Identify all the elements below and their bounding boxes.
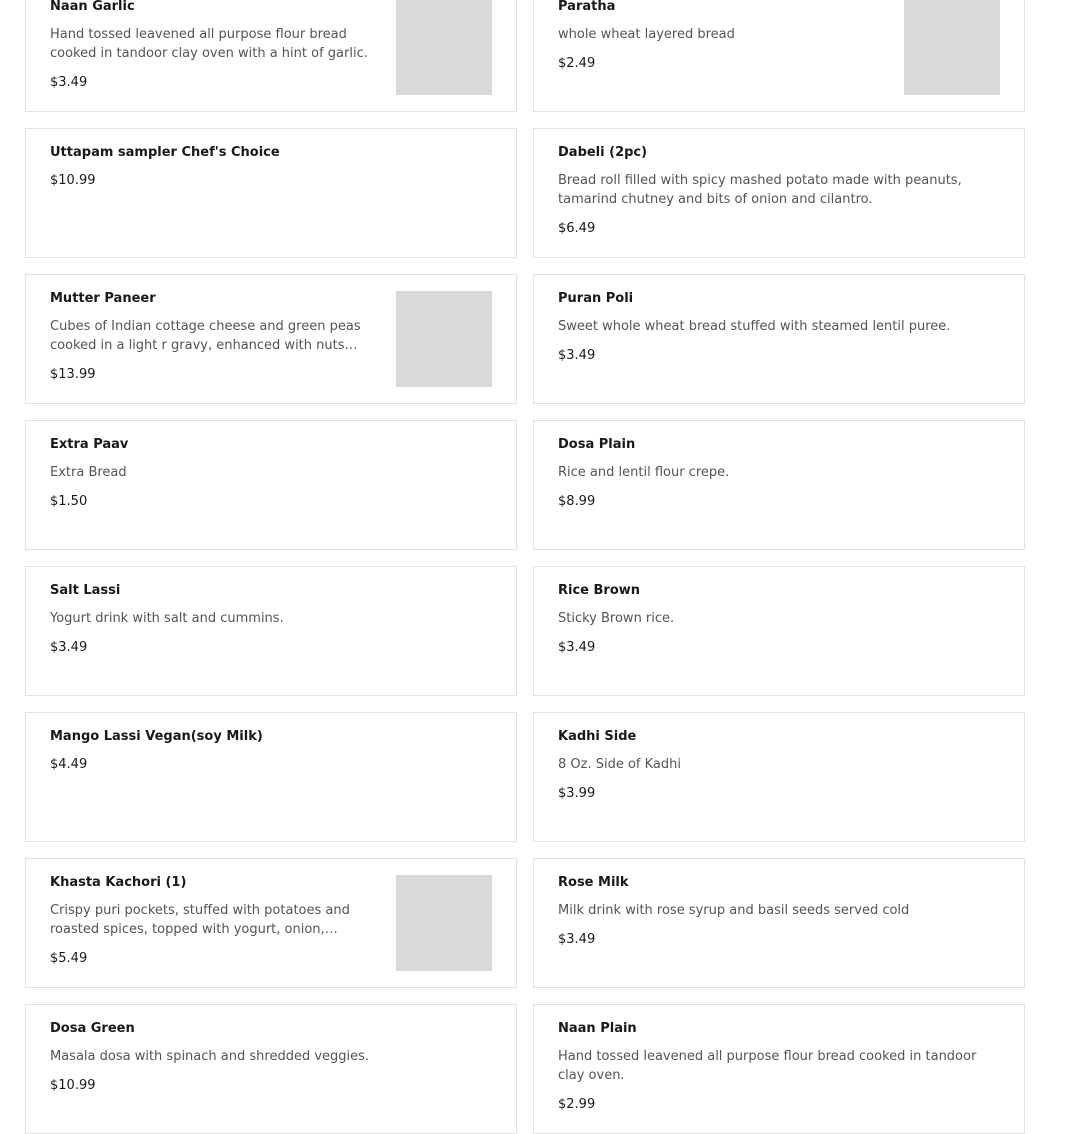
menu-item-description: Sweet whole wheat bread stuffed with steamed lentil puree. — [558, 319, 951, 334]
menu-item-image — [396, 875, 492, 971]
menu-item-description: whole wheat layered bread — [558, 27, 735, 42]
menu-item-card[interactable] — [533, 128, 1025, 258]
menu-item-name: Kadhi Side — [558, 729, 637, 744]
menu-item-price: $13.99 — [50, 367, 96, 382]
menu-item-card[interactable] — [25, 566, 517, 696]
menu-item-name: Dabeli (2pc) — [558, 145, 648, 160]
menu-item-name: Dosa Plain — [558, 437, 636, 452]
menu-item-card[interactable] — [25, 128, 517, 258]
menu-item-text — [558, 727, 1000, 804]
menu-item-text — [50, 0, 376, 93]
menu-item-description: Yogurt drink with salt and cummins. — [50, 611, 284, 626]
menu-item-name: Salt Lassi — [50, 583, 121, 598]
menu-item-name: Rice Brown — [558, 583, 641, 598]
menu-item-price: $3.49 — [558, 932, 596, 947]
menu-item-name: Mango Lassi Vegan(soy Milk) — [50, 729, 263, 744]
menu-item-name: Naan Garlic — [50, 0, 135, 14]
menu-item-name: Uttapam sampler Chef's Choice — [50, 145, 280, 160]
menu-item-price: $8.99 — [558, 494, 596, 509]
menu-item-text — [558, 289, 1000, 366]
menu-item-text — [50, 873, 376, 969]
menu-item-card[interactable] — [25, 858, 517, 988]
menu-item-name: Naan Plain — [558, 1021, 637, 1036]
menu-item-name: Puran Poli — [558, 291, 634, 306]
menu-item-price: $3.49 — [50, 640, 88, 655]
menu-item-card[interactable] — [533, 420, 1025, 550]
menu-item-text — [50, 727, 492, 775]
menu-item-price: $10.99 — [50, 1078, 96, 1093]
menu-item-description: Hand tossed leavened all purpose flour bread cooked in tandoor clay oven. — [558, 1049, 977, 1083]
menu-item-name: Dosa Green — [50, 1021, 135, 1036]
menu-item-description: Crispy puri pockets, stuffed with potatoes and roasted spices, topped with yogurt, onion, — [50, 903, 350, 937]
menu-item-price: $10.99 — [50, 173, 96, 188]
menu-item-description: Rice and lentil flour crepe. — [558, 465, 730, 480]
menu-item-card[interactable] — [25, 420, 517, 550]
menu-item-name: Paratha — [558, 0, 616, 14]
menu-item-description: Extra Bread — [50, 465, 127, 480]
menu-item-card[interactable] — [533, 858, 1025, 988]
menu-item-text — [558, 1019, 1000, 1115]
menu-item-card[interactable] — [533, 274, 1025, 404]
menu-item-price: $3.49 — [50, 75, 88, 90]
menu-item-price: $3.99 — [558, 786, 596, 801]
menu-item-description: Hand tossed leavened all purpose flour bread cooked in tandoor clay oven with a hint of garlic. — [50, 27, 368, 61]
menu-item-description: Bread roll filled with spicy mashed potato made with peanuts, tamarind chutney and bits of onion and cilantro. — [558, 173, 962, 207]
menu-item-text — [50, 1019, 492, 1096]
menu-item-text — [50, 289, 376, 385]
menu-item-text — [558, 873, 1000, 950]
menu-item-text — [558, 435, 1000, 512]
menu-item-price: $5.49 — [50, 951, 88, 966]
menu-item-text — [50, 435, 492, 512]
menu-item-text — [558, 143, 1000, 239]
menu-item-image — [396, 0, 492, 95]
menu-item-price: $3.49 — [558, 348, 596, 363]
menu-item-text — [50, 143, 492, 191]
menu-item-price: $2.49 — [558, 56, 596, 71]
menu-item-description: 8 Oz. Side of Kadhi — [558, 757, 681, 772]
menu-item-name: Khasta Kachori (1) — [50, 875, 187, 890]
menu-item-text — [558, 581, 1000, 658]
menu-item-card[interactable] — [533, 712, 1025, 842]
menu-item-name: Mutter Paneer — [50, 291, 156, 306]
menu-item-card[interactable] — [25, 1004, 517, 1134]
menu-item-card[interactable] — [533, 0, 1025, 112]
menu-item-price: $4.49 — [50, 757, 88, 772]
menu-item-price: $2.99 — [558, 1097, 596, 1112]
menu-item-card[interactable] — [25, 274, 517, 404]
menu-item-price: $3.49 — [558, 640, 596, 655]
menu-item-image — [904, 0, 1000, 95]
menu-item-description: Sticky Brown rice. — [558, 611, 675, 626]
menu-item-card[interactable] — [25, 0, 517, 112]
menu-item-card[interactable] — [533, 1004, 1025, 1134]
menu-item-text — [50, 581, 492, 658]
menu-item-text — [558, 0, 884, 74]
menu-item-name: Extra Paav — [50, 437, 129, 452]
menu-item-grid — [25, 0, 1025, 1134]
menu-item-price: $1.50 — [50, 494, 88, 509]
menu-item-name: Rose Milk — [558, 875, 629, 890]
menu-item-description: Masala dosa with spinach and shredded veggies. — [50, 1049, 370, 1064]
menu-item-card[interactable] — [25, 712, 517, 842]
menu-item-price: $6.49 — [558, 221, 596, 236]
menu-item-description: Milk drink with rose syrup and basil seeds served cold — [558, 903, 910, 918]
menu-item-image — [396, 291, 492, 387]
menu-item-description: Cubes of Indian cottage cheese and green peas cooked in a light r gravy, enhanced with nuts — [50, 319, 361, 353]
menu-item-card[interactable] — [533, 566, 1025, 696]
